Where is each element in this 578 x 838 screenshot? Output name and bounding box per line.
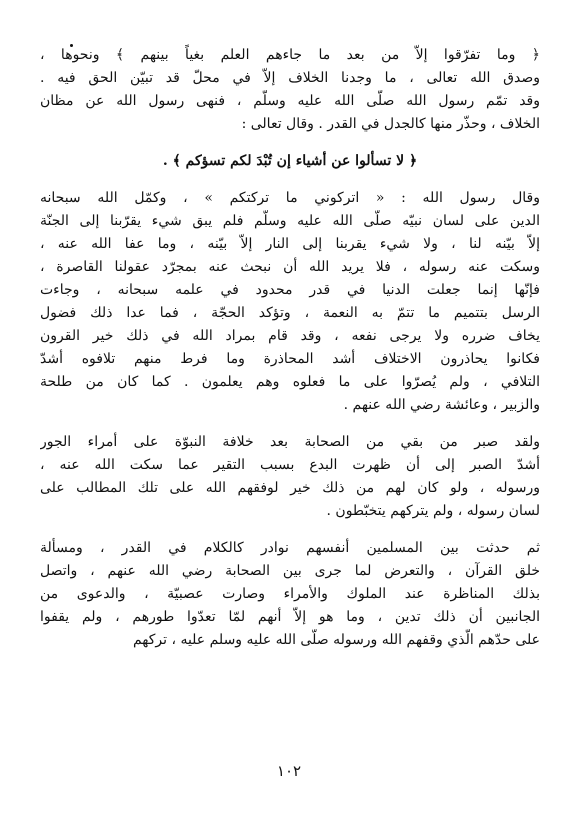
paragraph-gap [40, 417, 540, 431]
text-line: وسكت عنه رسوله ، فلا يريد الله أن نبحث عنه بمجرّد عقولنا القاصرة ، [40, 259, 540, 275]
quran-verse [40, 150, 540, 173]
text-line: خلق القرآن ، والتعرض لما جرى بين الصحابة رضي الله عنهم ، واتصل [40, 563, 540, 579]
text-line: فكانوا يحاذرون الاختلاف أشد المحاذرة وما فرط منهم تلافوه أشدّ [40, 351, 540, 367]
text-line: ولقد صبر من بقي من الصحابة بعد خلافة النبوّة على أمراء الجور [40, 434, 540, 450]
text-line: إلاّ بيّنه لنا ، ولا شيء يقربنا إلى النار إلاّ بيّنه ، وما عفا الله عنه ، [40, 236, 540, 252]
text-line: وقال رسول الله : « اتركوني ما تركتكم » ، وكمّل الله سبحانه [40, 190, 540, 206]
text-line: لسان رسوله ، ولم يتركهم يتخبّطون . [326, 503, 540, 519]
text-line: ورسوله ، ولو كان لهم من ذلك خير لوفقهم الله على تلك المطالب على [40, 480, 540, 496]
page-body [40, 44, 540, 652]
text-line: وقد تمّم رسول الله صلّى الله عليه وسلّم ، فنهى رسول الله عن مظان [40, 93, 540, 109]
text-line: ﴿ وما تفرّقوا إلاّ من بعد ما جاءهم العلم بغياً بينهم ﴾ ونحوها ، [40, 47, 540, 63]
text-line: التلافي ، ولم يُصرّوا على ما فعلوه وهم يعلمون . كما كان من طلحة [40, 374, 540, 390]
paragraph-gap [40, 173, 540, 187]
paragraph [40, 44, 540, 136]
text-line: ثم حدثت بين المسلمين أنفسهم نوادر كالكلام في القدر ، ومسألة [40, 540, 540, 556]
text-line: بذلك المناظرة عند الملوك والأمراء وصارت عصبيّة ، والدعوى من [40, 586, 540, 602]
paragraph-gap [40, 523, 540, 537]
paragraph [40, 537, 540, 652]
text-line: والزبير ، وعائشة رضي الله عنهم . [343, 397, 540, 413]
paragraph [40, 187, 540, 417]
paragraph [40, 431, 540, 523]
text-line: الدين على لسان نبيّه صلّى الله عليه وسلّم فلم يبق شيء يقرّبنا إلى الجنّة [40, 213, 540, 229]
text-line: على حدّهم الّذي وقفهم الله ورسوله صلّى الله عليه وسلم عليه ، تركهم [132, 632, 540, 648]
text-line: فإنّها إنما جعلت الدنيا في قدر محدود في علمه سبحانه ، وجاءت [40, 282, 540, 298]
text-line: الجانبين أن ذلك تدين ، وما هو إلاّ أنهم لمّا تعدّوا طورهم ، ولم يقفوا [40, 609, 540, 625]
text-line: وصدق الله تعالى ، ما وجدنا الخلاف إلاّ في محلّ قد تبيّن الحق فيه . [40, 70, 540, 86]
text-line: الرسل بتتميم ما تتمّ به النعمة ، وتؤكد الحجّة ، فما عدا ذلك فضول [40, 305, 540, 321]
page-number: ١٠٢ [276, 762, 302, 780]
paragraph-gap [40, 136, 540, 150]
text-line: ﴿ لا تسألوا عن أشياء إن تُبْدَ لكم تسؤكم ﴾ . [162, 153, 418, 169]
text-line: الخلاف ، وحذّر منها كالجدل في القدر . وقال تعالى : [241, 116, 540, 132]
text-line: أشدّ الصبر إلى أن ظهرت البدع بسبب التقير عما سكت الله عنه ، [40, 457, 540, 473]
text-line: يخاف ضرره ولا يرجى نفعه ، وقد قام بمراد الله في ذلك خير القرون [40, 328, 540, 344]
